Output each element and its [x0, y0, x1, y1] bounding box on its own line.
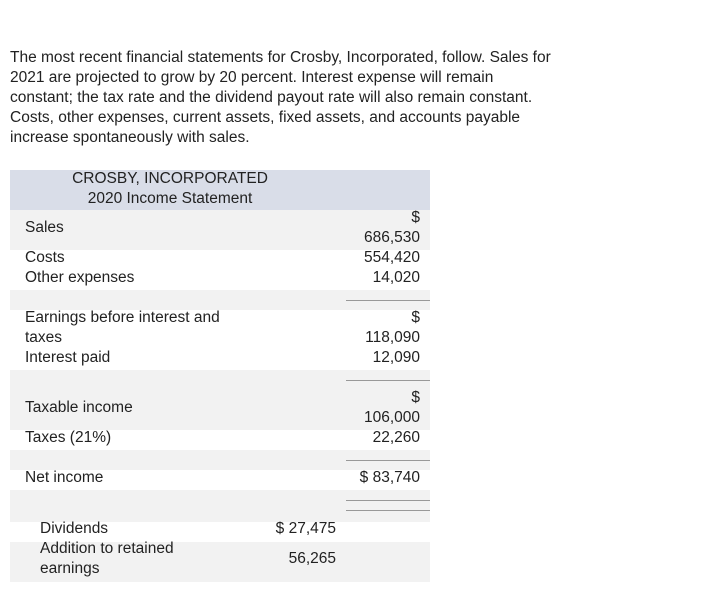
sales-value: 686,530 [363, 229, 420, 246]
subtotal-rule [346, 460, 430, 461]
subtotal-rule [346, 380, 430, 381]
retained-value: 56,265 [288, 550, 336, 567]
net-income-value: $ 83,740 [359, 469, 420, 486]
interest-value: 12,090 [372, 349, 420, 366]
company-name: CROSBY, INCORPORATED [72, 170, 268, 187]
taxes-value: 22,260 [372, 429, 420, 446]
intro-line: 2021 are projected to grow by 20 percent. Interest expense will remain [10, 69, 494, 86]
statement-title: 2020 Income Statement [87, 190, 253, 207]
retained-label-line2: earnings [40, 560, 100, 577]
subtotal-rule [346, 300, 430, 301]
income-statement [10, 170, 430, 582]
double-rule-top [346, 500, 430, 501]
ebit-value: 118,090 [365, 329, 420, 346]
taxable-income-value: 106,000 [363, 409, 420, 426]
intro-line: Costs, other expenses, current assets, fixed assets, and accounts payable [10, 109, 521, 126]
double-rule-bottom [346, 510, 430, 511]
costs-label: Costs [25, 249, 65, 266]
problem-intro [10, 48, 650, 148]
other-expenses-value: 14,020 [372, 269, 420, 286]
taxable-income-currency: $ [411, 389, 420, 406]
row-background [10, 490, 430, 522]
interest-label: Interest paid [25, 349, 111, 366]
statement-header [10, 170, 430, 210]
ebit-label-line1: Earnings before interest and [25, 309, 220, 326]
retained-label-line1: Addition to retained [40, 540, 174, 557]
intro-line: constant; the tax rate and the dividend payout rate will also remain constant. [10, 89, 533, 106]
net-income-label: Net income [25, 469, 104, 486]
dividends-label: Dividends [40, 520, 109, 537]
intro-line: increase spontaneously with sales. [10, 129, 250, 146]
sales-label: Sales [25, 219, 64, 236]
taxable-income-label: Taxable income [25, 399, 133, 416]
taxes-label: Taxes (21%) [25, 429, 112, 446]
ebit-currency: $ [411, 309, 420, 326]
other-expenses-label: Other expenses [25, 269, 135, 286]
dividends-value: $ 27,475 [275, 520, 336, 537]
ebit-label-line2: taxes [25, 329, 63, 346]
intro-line: The most recent financial statements for Crosby, Incorporated, follow. Sales for [10, 49, 551, 66]
sales-currency: $ [411, 209, 420, 226]
costs-value: 554,420 [363, 249, 420, 266]
